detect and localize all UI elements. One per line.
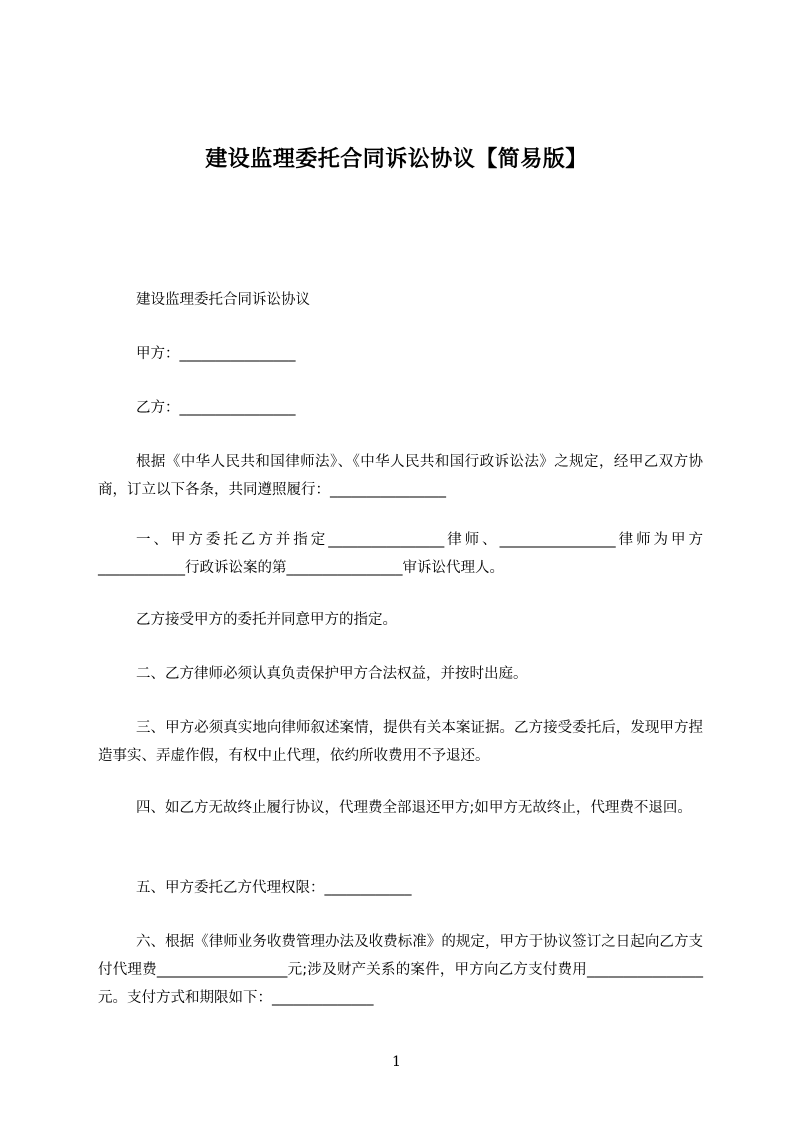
party-b-line: 乙方：________________ — [136, 400, 296, 416]
party-a-line: 甲方：________________ — [136, 346, 296, 362]
clause-2-paragraph: 二、乙方律师必须认真负责保护甲方合法权益，并按时出庭。 — [136, 666, 528, 682]
clause-3-paragraph: 三、甲方必须真实地向律师叙述案情，提供有关本案证据。乙方接受委托后，发现甲方捏造事实、弄虚作假，有权中止代理，依约所收费用不予退还。 — [98, 720, 703, 764]
clause-4-paragraph: 四、如乙方无故终止履行协议，代理费全部退还甲方;如甲方无故终止，代理费不退回。 — [136, 800, 692, 816]
document-title: 建设监理委托合同诉讼协议【简易版】 — [205, 147, 588, 172]
clause-1-paragraph: 一、甲方委托乙方并指定________________律师、________________律师为甲方____________行政诉讼案的第________________审诉讼代理人。 — [98, 532, 703, 576]
agreement-subtitle: 建设监理委托合同诉讼协议 — [136, 292, 310, 308]
page-number: 1 — [392, 1054, 401, 1070]
clause-1-note: 乙方接受甲方的委托并同意甲方的指定。 — [136, 612, 397, 628]
intro-paragraph: 根据《中华人民共和国律师法》、《中华人民共和国行政诉讼法》之规定，经甲乙双方协商，订立以下各条，共同遵照履行：________________ — [98, 454, 703, 498]
clause-6-paragraph: 六、根据《律师业务收费管理办法及收费标准》的规定，甲方于协议签订之日起向乙方支付代理费__________________元;涉及财产关系的案件，甲方向乙方支付费用________________元。支付方式和期限如下：______________ — [98, 934, 703, 1006]
clause-5-paragraph: 五、甲方委托乙方代理权限：____________ — [136, 880, 412, 896]
